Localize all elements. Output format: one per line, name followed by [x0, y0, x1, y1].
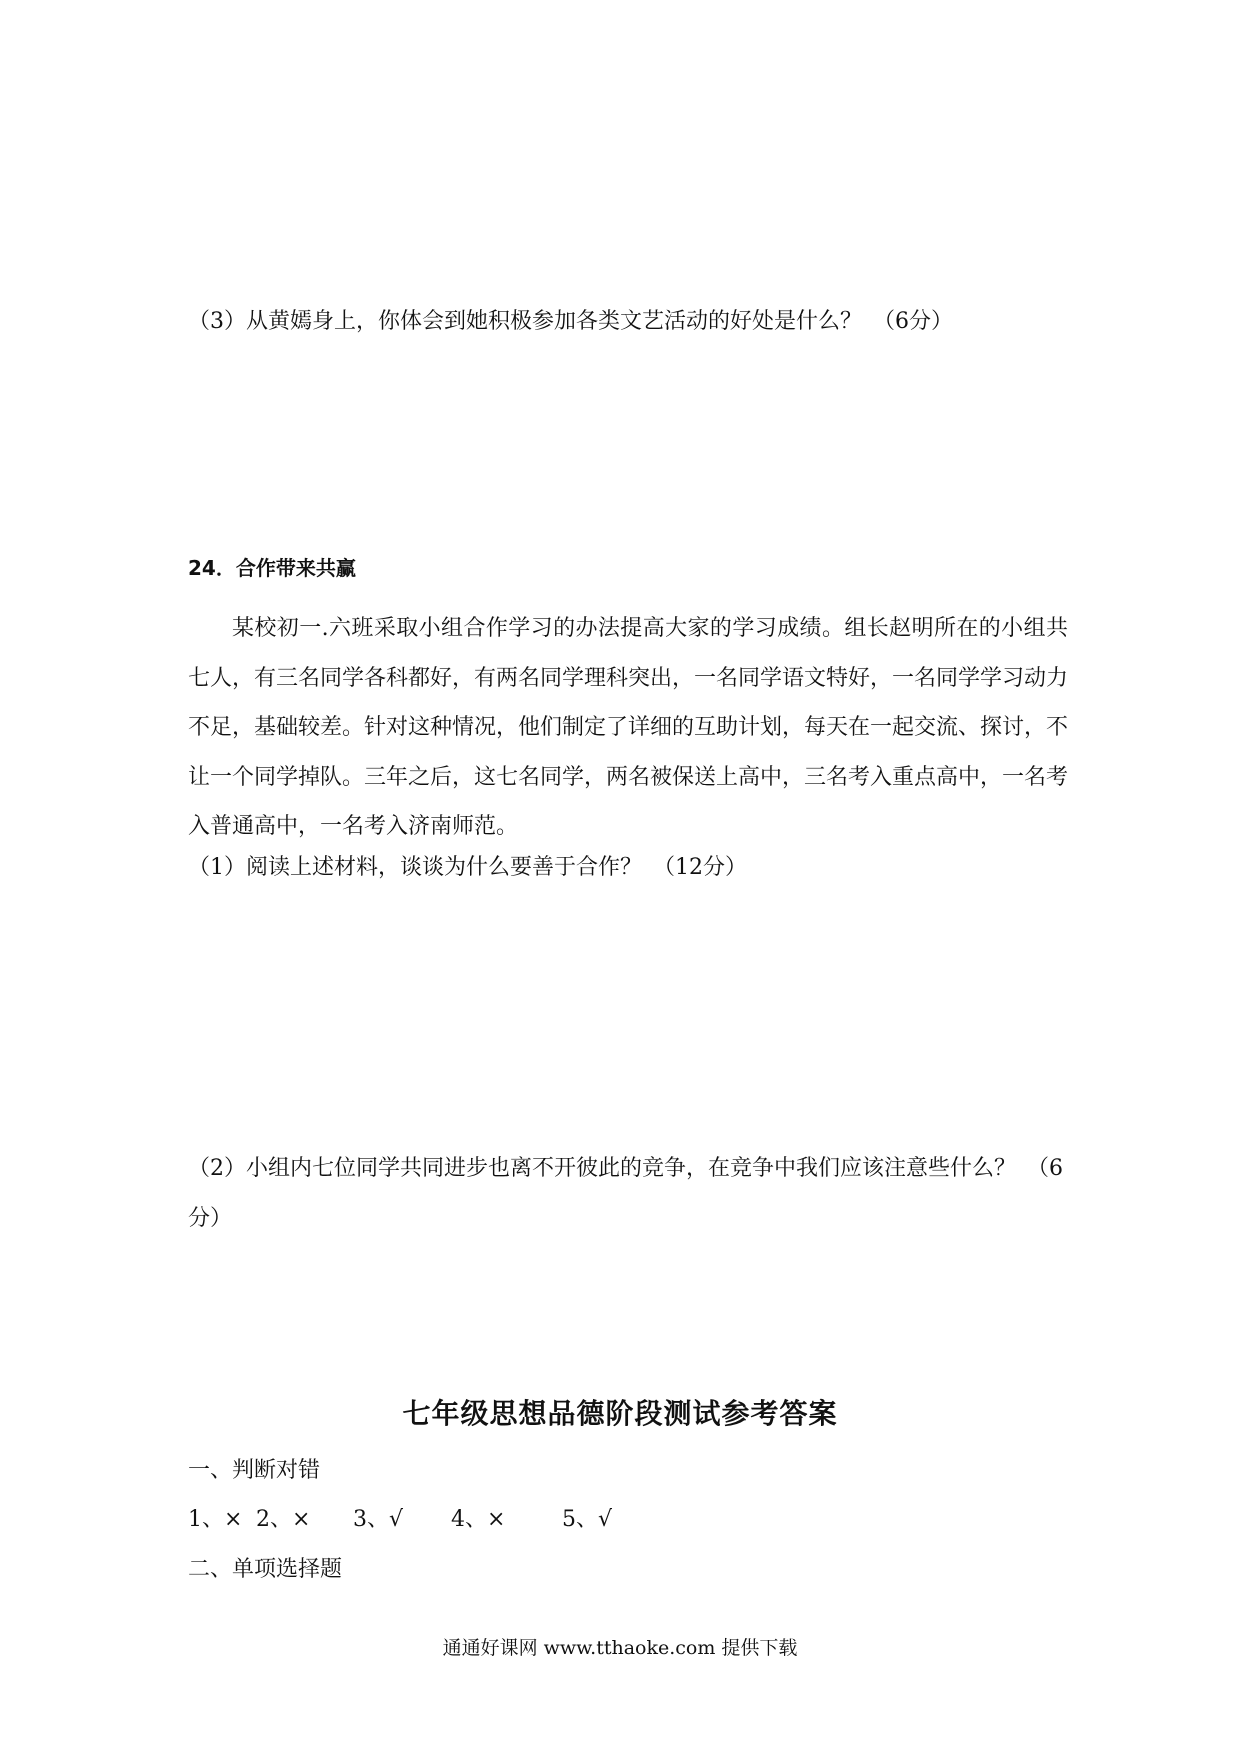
question-24-title: 24．合作带来共赢 — [188, 556, 356, 580]
answer-item: 3、√ — [353, 1507, 404, 1532]
footer-download-notice: 通通好课网 www.tthaoke.com 提供下载 — [442, 1637, 798, 1659]
answer-item: 1、× — [188, 1507, 243, 1532]
answer-item: 5、√ — [562, 1507, 613, 1532]
question-23-part-3: （3）从黄嫣身上，你体会到她积极参加各类文艺活动的好处是什么？ （6分） — [188, 309, 953, 334]
answer-item: 4、× — [451, 1507, 506, 1532]
question-24-material: 某校初一.六班采取小组合作学习的办法提高大家的学习成绩。组长赵明所在的小组共七人，有三名同学各科都好，有两名同学理科突出，一名同学语文特好，一名同学学习动力不足，基础较差。针对这种情况，他们制定了详细的互助计划，每天在一起交流、探讨，不让一个同学掉队。三年之后，这七名同学，两名被保送上高中，三名考入重点高中，一名考入普通高中，一名考入济南师范。 — [188, 616, 1069, 839]
section-1-heading: 一、判断对错 — [188, 1458, 321, 1483]
answer-item: 2、× — [256, 1507, 311, 1532]
question-24-part-1: （1）阅读上述材料，谈谈为什么要善于合作？ （12分） — [188, 855, 747, 880]
answer-key-title: 七年级思想品德阶段测试参考答案 — [402, 1397, 838, 1430]
section-2-heading: 二、单项选择题 — [188, 1557, 343, 1582]
question-24-part-2: （2）小组内七位同学共同进步也离不开彼此的竞争，在竞争中我们应该注意些什么？ （6分） — [188, 1156, 1063, 1231]
